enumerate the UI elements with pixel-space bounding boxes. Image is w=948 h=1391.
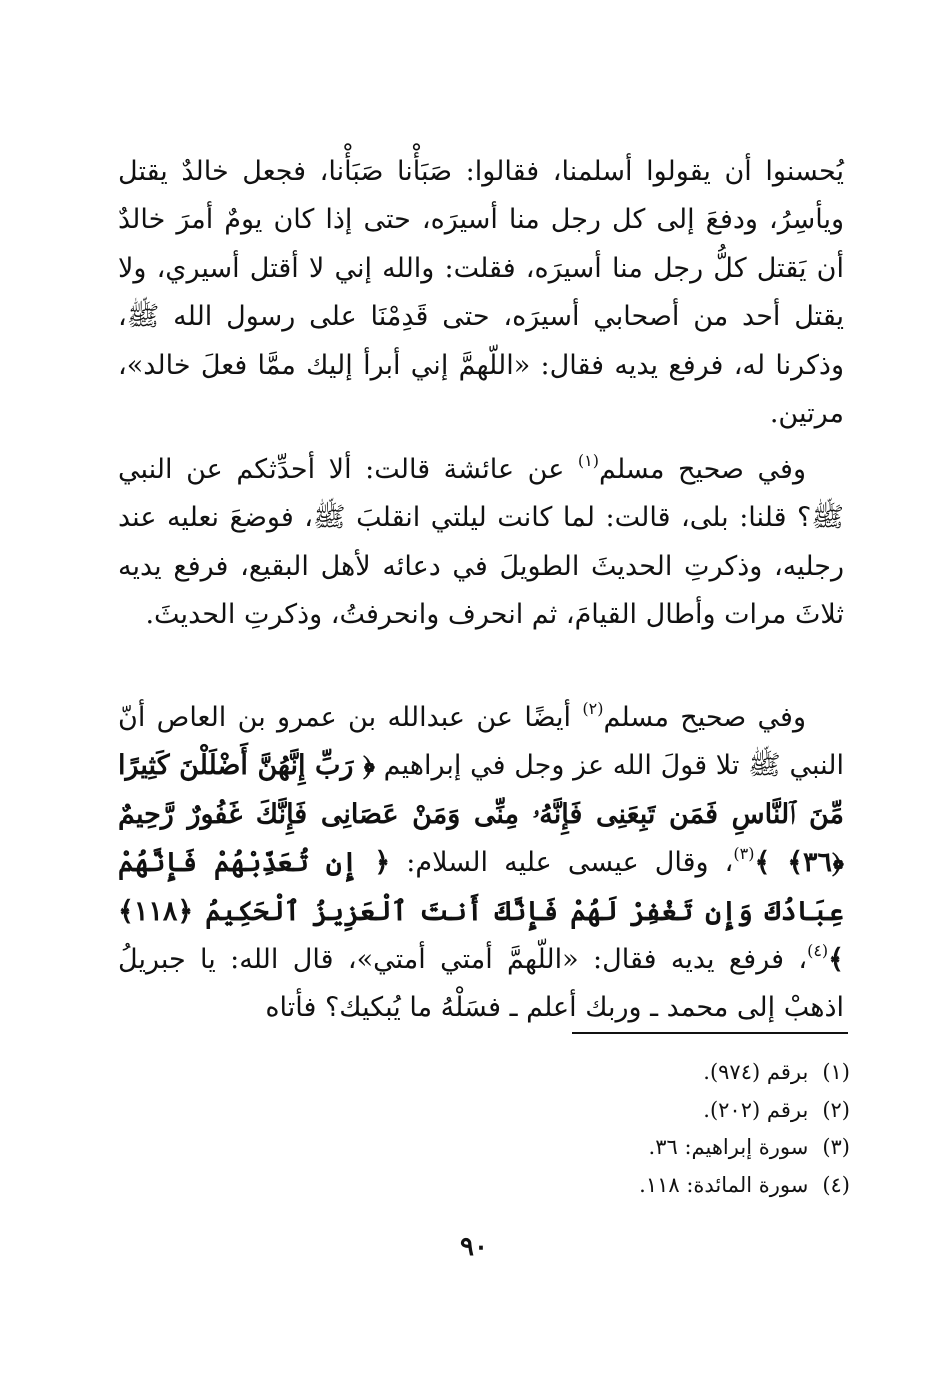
paragraph-text-start: وفي صحيح مسلم	[603, 702, 806, 733]
footnote-marker-4: (٤)	[807, 941, 829, 961]
footnote-3	[639, 1129, 850, 1167]
footnote-text: سورة المائدة: ١١٨.	[639, 1172, 809, 1197]
footnote-text: برقم (٩٧٤).	[703, 1060, 809, 1084]
footnote-marker-1: (١)	[577, 451, 599, 470]
footnote-number: (٣)	[822, 1135, 850, 1159]
footnote-marker-3: (٣)	[733, 844, 755, 864]
footnote-4	[639, 1167, 850, 1205]
footnote-marker-2: (٢)	[582, 699, 604, 718]
footnote-text: برقم (٢٠٢).	[703, 1097, 809, 1122]
body-paragraph-1	[118, 148, 844, 438]
page-number: ٩٠	[460, 1232, 488, 1262]
body-paragraph-3	[118, 694, 844, 1033]
footnote-text: سورة إبراهيم: ٣٦.	[648, 1135, 809, 1159]
paragraph-text: يُحسنوا أن يقولوا أسلمنا، فقالوا: صَبَأْنا صَبَأْنا، فجعل خالدٌ يقتل ويأسِرُ، ودفعَ إلى كل رجل منا أسيرَه، حتى إذا كان يومٌ أمرَ خالدٌ أن يَقتل كلُّ رجل منا أسيرَه، فقلت: والله إني لا أقتل أسيري، ولا يقتل أحد من أصحابي أسيرَه، حتى قَدِمْنَا على رسول الله ﷺ، وذكرنا له، فرفع يديه فقال: «اللّهمَّ إني أبرأ إليك ممَّا فعلَ خالد»، مرتين.	[118, 156, 844, 430]
body-paragraph-2	[118, 446, 844, 640]
quran-verse-ibrahim: ﴿ رَبِّ إِنَّهُنَّ أَضْلَلْنَ كَثِيرًا مِّنَ ٱلنَّاسِ فَمَن تَبِعَنِى فَإِنَّهُۥ مِنِّى وَمَنْ عَصَانِى فَإِنَّكَ غَفُورٌ رَّحِيمٌ ﴿٣٦﴾ ﴾	[118, 750, 844, 879]
footnote-1	[639, 1054, 850, 1092]
paragraph-text-segment: ، فرفع يديه فقال: «اللّهمَّ أمتي أمتي»، قال الله: يا جبريلُ اذهبْ إلى محمد ـ وربك أعلم ـ فسَلْهُ ما يُبكيك؟ فأتاه	[118, 944, 844, 1024]
paragraph-text	[118, 446, 844, 640]
footnotes	[639, 1054, 850, 1204]
footnote-divider	[572, 1032, 848, 1034]
footnote-number: (٢)	[822, 1097, 850, 1122]
footnote-number: (١)	[822, 1060, 850, 1084]
footnote-2	[639, 1092, 850, 1130]
quran-verse-maidah: ﴿ إِن تُعَذِّبْهُمْ فَإِنَّهُمْ عِبَادُكَ وَإِن تَغْفِرْ لَهُمْ فَإِنَّكَ أَنتَ ٱلْعَزِيزُ ٱلْحَكِيمُ ﴿١١٨﴾ ﴾	[118, 847, 844, 976]
paragraph-text-start: وفي صحيح مسلم	[599, 454, 806, 485]
paragraph-text-segment: أيضًا عن عبدالله بن عمرو بن العاص أنّ النبي ﷺ تلا قولَ الله عز وجل في إبراهيم	[118, 702, 844, 782]
footnote-number: (٤)	[822, 1172, 850, 1197]
paragraph-text-rest: عن عائشة قالت: ألا أحدِّثكم عن النبي ﷺ؟ قلنا: بلى، قالت: لما كانت ليلتي انقلبَ ﷺ، فوضعَ نعليه عند رجليه، وذكرتِ الحديثَ الطويلَ في دعائه لأهل البقيع، فرفع يديه ثلاثَ مرات وأطال القيامَ، ثم انحرف وانحرفتُ، وذكرتِ الحديثَ.	[118, 454, 844, 631]
paragraph-text-segment: ، وقال عيسى عليه السلام:	[390, 847, 734, 879]
paragraph-text	[118, 694, 844, 1033]
